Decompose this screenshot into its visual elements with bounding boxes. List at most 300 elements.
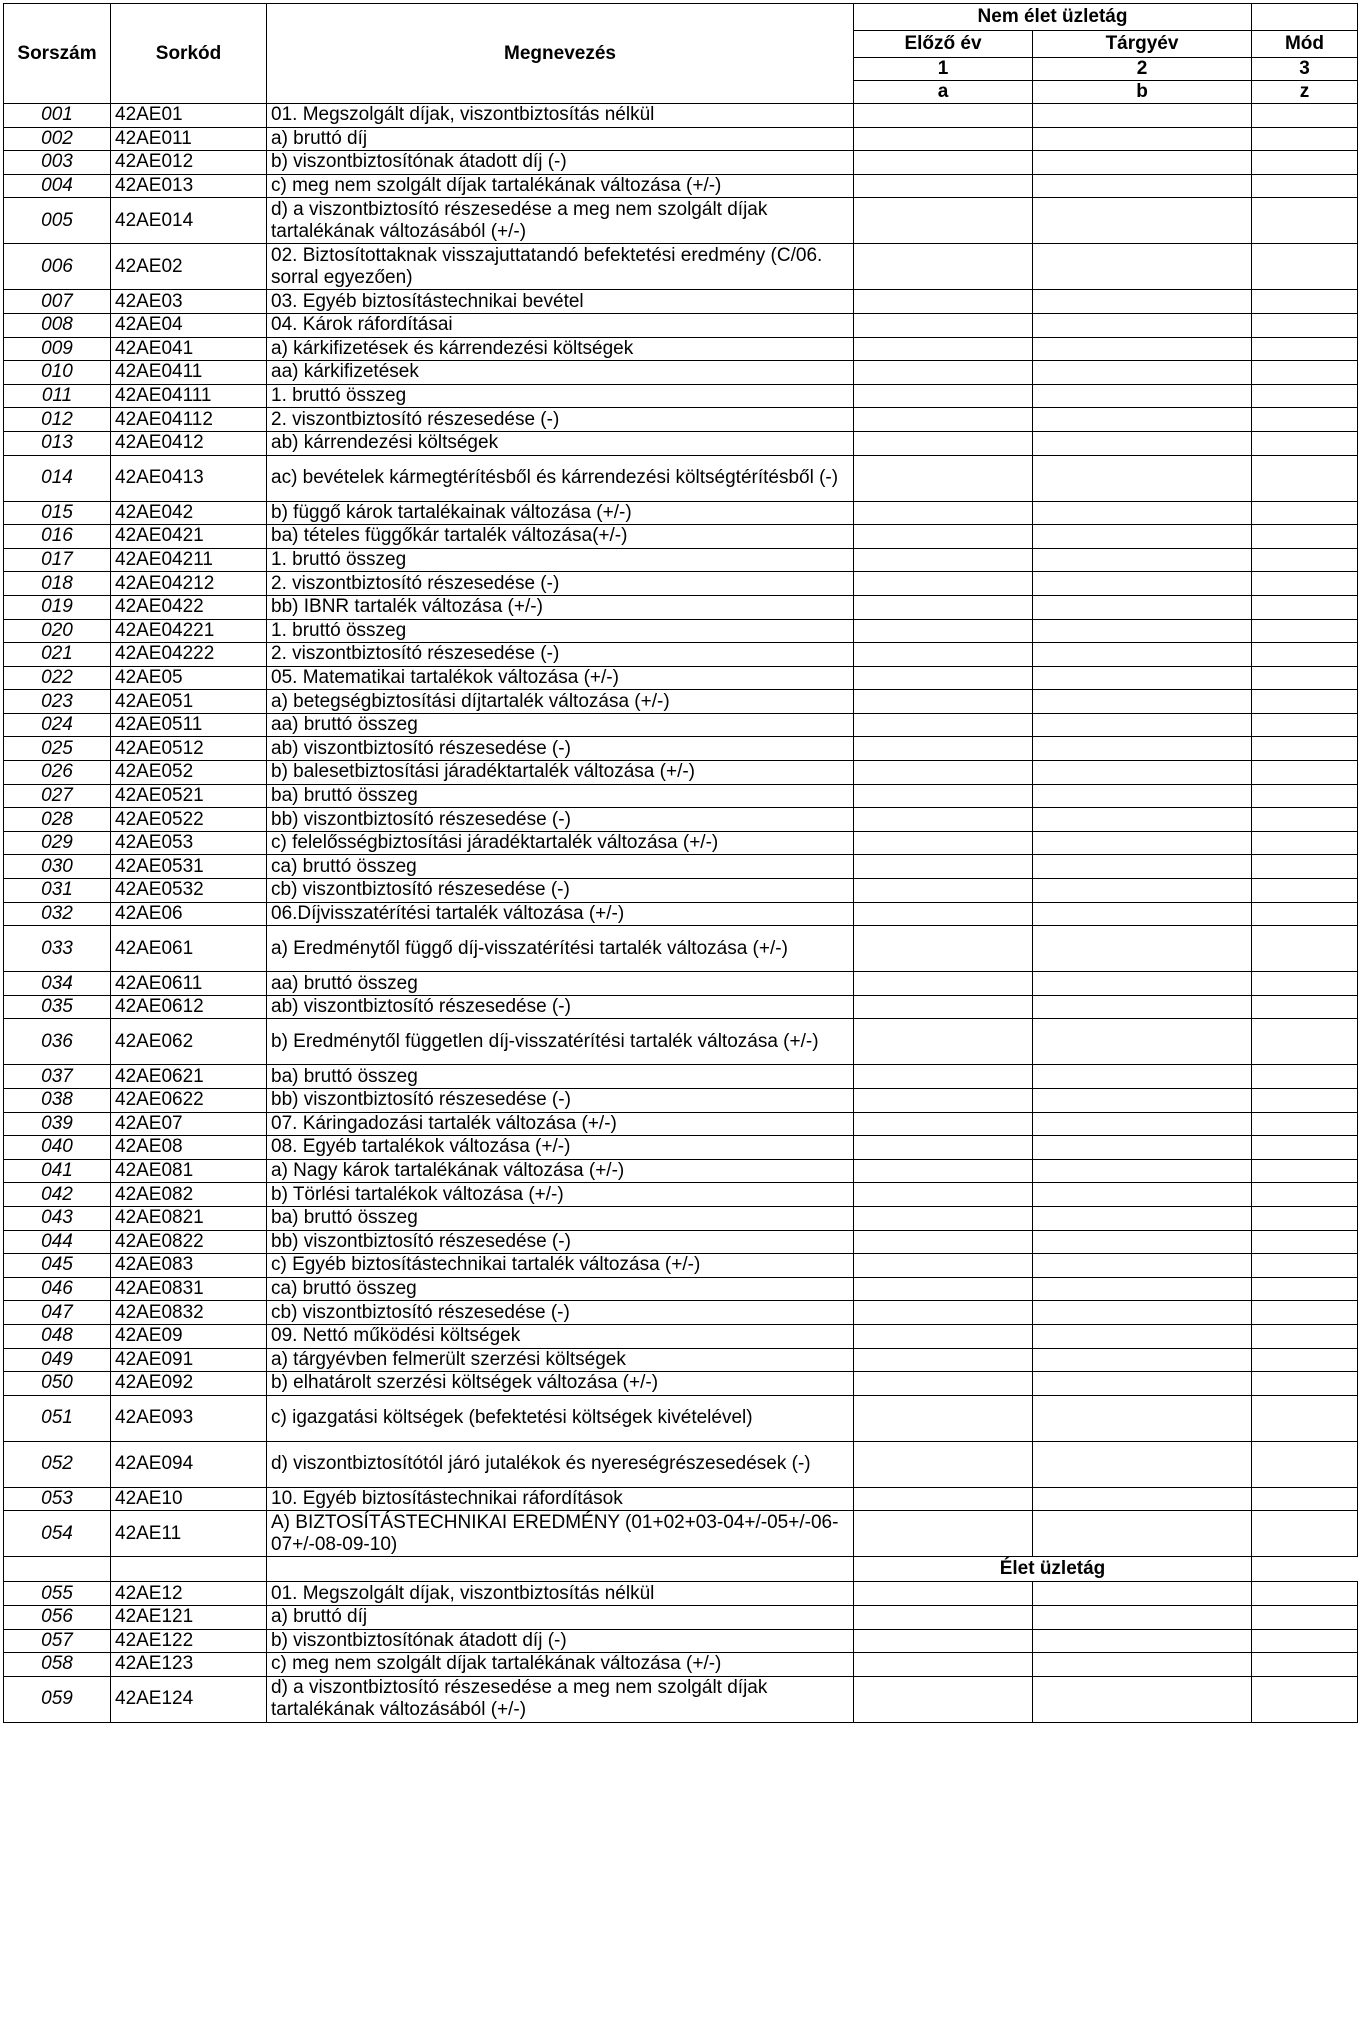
value-cell-elozo-ev[interactable]	[854, 525, 1033, 549]
header-sorkod: Sorkód	[111, 4, 267, 104]
header-targyev: Tárgyév	[1033, 31, 1252, 58]
value-cell-mod[interactable]	[1252, 690, 1358, 714]
value-cell-mod[interactable]	[1252, 855, 1358, 879]
sep-blank-mod	[1252, 1557, 1358, 1582]
value-cell-targyev[interactable]	[1033, 1183, 1252, 1207]
row-sorszam: 048	[4, 1324, 111, 1348]
value-cell-elozo-ev[interactable]	[854, 784, 1033, 808]
table-row	[1252, 1159, 1358, 1183]
row-sorszam: 008	[4, 313, 111, 337]
table-row	[1252, 313, 1358, 337]
value-cell-mod[interactable]	[1252, 808, 1358, 832]
value-cell-elozo-ev[interactable]	[854, 713, 1033, 737]
value-cell-targyev[interactable]	[1033, 643, 1252, 667]
row-sorszam: 023	[4, 690, 111, 714]
value-cell-targyev[interactable]	[1033, 666, 1252, 690]
value-cell-elozo-ev[interactable]	[854, 619, 1033, 643]
value-cell-targyev[interactable]	[1033, 290, 1252, 314]
value-cell-targyev[interactable]	[1033, 198, 1252, 244]
table-row	[4, 595, 1252, 619]
row-sorszam: 039	[4, 1112, 111, 1136]
row-sorkod: 42AE0622	[111, 1089, 267, 1113]
value-cell-targyev[interactable]	[1033, 737, 1252, 761]
row-sorszam: 019	[4, 595, 111, 619]
table-row	[1252, 384, 1358, 408]
value-cell-mod[interactable]	[1252, 431, 1358, 455]
table-row	[4, 1183, 1252, 1207]
row-sorkod: 42AE06	[111, 902, 267, 926]
value-cell-mod[interactable]	[1252, 1065, 1358, 1089]
table-row	[4, 1441, 1252, 1487]
value-cell-mod[interactable]	[1252, 1136, 1358, 1160]
value-cell-mod[interactable]	[1252, 1089, 1358, 1113]
row-sorkod: 42AE052	[111, 761, 267, 785]
table-row	[4, 1301, 1252, 1325]
row-megnevezes: 07. Káringadozási tartalék változása (+/-)	[267, 1112, 854, 1136]
value-cell-targyev[interactable]	[1033, 1301, 1252, 1325]
value-cell-mod[interactable]	[1252, 1629, 1358, 1653]
row-sorkod: 42AE04	[111, 313, 267, 337]
value-cell-targyev[interactable]	[1033, 619, 1252, 643]
value-cell-mod[interactable]	[1252, 1206, 1358, 1230]
table-row	[1252, 455, 1358, 501]
row-megnevezes: 1. bruttó összeg	[267, 548, 854, 572]
value-cell-targyev[interactable]	[1033, 548, 1252, 572]
value-cell-mod[interactable]	[1252, 1019, 1358, 1065]
row-megnevezes: a) bruttó díj	[267, 1605, 854, 1629]
table-row	[4, 831, 1252, 855]
value-cell-elozo-ev[interactable]	[854, 361, 1033, 385]
table-row	[1252, 831, 1358, 855]
header-letter-b: b	[1033, 81, 1252, 104]
value-cell-targyev[interactable]	[1033, 855, 1252, 879]
value-cell-mod[interactable]	[1252, 572, 1358, 596]
value-cell-elozo-ev[interactable]	[854, 1019, 1033, 1065]
table-row	[1252, 619, 1358, 643]
value-cell-targyev[interactable]	[1033, 431, 1252, 455]
value-cell-elozo-ev[interactable]	[854, 1206, 1033, 1230]
value-cell-mod[interactable]	[1252, 408, 1358, 432]
row-sorkod: 42AE053	[111, 831, 267, 855]
value-cell-elozo-ev[interactable]	[854, 572, 1033, 596]
row-sorszam: 040	[4, 1136, 111, 1160]
section-elet-uzletag: Élet üzletág	[854, 1557, 1252, 1582]
table-row	[4, 972, 1252, 996]
table-row	[1252, 104, 1358, 128]
value-cell-targyev[interactable]	[1033, 1065, 1252, 1089]
row-megnevezes: ab) kárrendezési költségek	[267, 431, 854, 455]
table-row	[4, 127, 1252, 151]
row-megnevezes: d) a viszontbiztosító részesedése a meg nem szolgált díjak tartalékának változásából (+/-)	[267, 1676, 854, 1722]
row-megnevezes: 06.Díjvisszatérítési tartalék változása (+/-)	[267, 902, 854, 926]
value-cell-mod[interactable]	[1252, 595, 1358, 619]
header-sorszam: Sorszám	[4, 4, 111, 104]
row-sorkod: 42AE121	[111, 1605, 267, 1629]
row-megnevezes: a) tárgyévben felmerült szerzési költségek	[267, 1348, 854, 1372]
value-cell-targyev[interactable]	[1033, 455, 1252, 501]
value-cell-elozo-ev[interactable]	[854, 690, 1033, 714]
value-cell-mod[interactable]	[1252, 972, 1358, 996]
table-row	[4, 1511, 1252, 1557]
table-row	[1252, 761, 1358, 785]
row-megnevezes: ac) bevételek kármegtérítésből és kárrendezési költségtérítésből (-)	[267, 455, 854, 501]
row-megnevezes: b) elhatárolt szerzési költségek változása (+/-)	[267, 1372, 854, 1396]
mod-column-body	[1252, 4, 1358, 1723]
row-sorszam: 021	[4, 643, 111, 667]
value-cell-mod[interactable]	[1252, 455, 1358, 501]
value-cell-elozo-ev[interactable]	[854, 1159, 1033, 1183]
value-cell-mod[interactable]	[1252, 1676, 1358, 1722]
value-cell-targyev[interactable]	[1033, 313, 1252, 337]
value-cell-mod[interactable]	[1252, 737, 1358, 761]
value-cell-mod[interactable]	[1252, 1159, 1358, 1183]
value-cell-elozo-ev[interactable]	[854, 1183, 1033, 1207]
row-sorszam: 058	[4, 1653, 111, 1677]
row-megnevezes: d) a viszontbiztosító részesedése a meg nem szolgált díjak tartalékának változásából (+/-)	[267, 198, 854, 244]
value-cell-targyev[interactable]	[1033, 1230, 1252, 1254]
value-cell-targyev[interactable]	[1033, 713, 1252, 737]
value-cell-mod[interactable]	[1252, 525, 1358, 549]
row-sorkod: 42AE081	[111, 1159, 267, 1183]
value-cell-elozo-ev[interactable]	[854, 198, 1033, 244]
value-cell-targyev[interactable]	[1033, 690, 1252, 714]
value-cell-elozo-ev[interactable]	[854, 501, 1033, 525]
value-cell-elozo-ev[interactable]	[854, 1441, 1033, 1487]
value-cell-elozo-ev[interactable]	[854, 1277, 1033, 1301]
table-row	[4, 1112, 1252, 1136]
row-sorkod: 42AE051	[111, 690, 267, 714]
value-cell-mod[interactable]	[1252, 1112, 1358, 1136]
value-cell-elozo-ev[interactable]	[854, 244, 1033, 290]
value-cell-targyev[interactable]	[1033, 1582, 1252, 1606]
value-cell-elozo-ev[interactable]	[854, 902, 1033, 926]
row-sorszam: 003	[4, 151, 111, 175]
row-sorkod: 42AE03	[111, 290, 267, 314]
value-cell-targyev[interactable]	[1033, 1372, 1252, 1396]
value-cell-mod[interactable]	[1252, 127, 1358, 151]
value-cell-mod[interactable]	[1252, 831, 1358, 855]
value-cell-elozo-ev[interactable]	[854, 431, 1033, 455]
table-row	[1252, 808, 1358, 832]
value-cell-targyev[interactable]	[1033, 972, 1252, 996]
value-cell-elozo-ev[interactable]	[854, 1395, 1033, 1441]
value-cell-elozo-ev[interactable]	[854, 337, 1033, 361]
value-cell-elozo-ev[interactable]	[854, 1653, 1033, 1677]
row-sorszam: 049	[4, 1348, 111, 1372]
table-row	[1252, 1441, 1358, 1487]
header-num-2: 2	[1033, 58, 1252, 81]
table-row	[1252, 784, 1358, 808]
value-cell-mod[interactable]	[1252, 1301, 1358, 1325]
value-cell-targyev[interactable]	[1033, 1395, 1252, 1441]
value-cell-elozo-ev[interactable]	[854, 1348, 1033, 1372]
row-sorszam: 053	[4, 1487, 111, 1511]
row-megnevezes: b) balesetbiztosítási járadéktartalék változása (+/-)	[267, 761, 854, 785]
value-cell-targyev[interactable]	[1033, 127, 1252, 151]
value-cell-mod[interactable]	[1252, 1324, 1358, 1348]
value-cell-elozo-ev[interactable]	[854, 313, 1033, 337]
value-cell-mod[interactable]	[1252, 1372, 1358, 1396]
report-table-body	[4, 4, 1252, 1723]
value-cell-targyev[interactable]	[1033, 361, 1252, 385]
table-row	[1252, 1065, 1358, 1089]
table-row	[4, 104, 1252, 128]
value-cell-elozo-ev[interactable]	[854, 174, 1033, 198]
table-row	[1252, 1254, 1358, 1278]
value-cell-mod[interactable]	[1252, 313, 1358, 337]
value-cell-elozo-ev[interactable]	[854, 1324, 1033, 1348]
value-cell-mod[interactable]	[1252, 337, 1358, 361]
value-cell-targyev[interactable]	[1033, 902, 1252, 926]
row-megnevezes: c) meg nem szolgált díjak tartalékának változása (+/-)	[267, 174, 854, 198]
value-cell-elozo-ev[interactable]	[854, 1629, 1033, 1653]
value-cell-elozo-ev[interactable]	[854, 127, 1033, 151]
value-cell-elozo-ev[interactable]	[854, 1487, 1033, 1511]
value-cell-targyev[interactable]	[1033, 525, 1252, 549]
value-cell-elozo-ev[interactable]	[854, 1372, 1033, 1396]
row-sorkod: 42AE013	[111, 174, 267, 198]
table-row	[4, 337, 1252, 361]
value-cell-targyev[interactable]	[1033, 1441, 1252, 1487]
row-sorkod: 42AE01	[111, 104, 267, 128]
row-megnevezes: ca) bruttó összeg	[267, 855, 854, 879]
row-megnevezes: c) felelősségbiztosítási járadéktartalék változása (+/-)	[267, 831, 854, 855]
table-row	[1252, 337, 1358, 361]
row-sorkod: 42AE04222	[111, 643, 267, 667]
value-cell-mod[interactable]	[1252, 1653, 1358, 1677]
value-cell-elozo-ev[interactable]	[854, 1582, 1033, 1606]
value-cell-targyev[interactable]	[1033, 408, 1252, 432]
value-cell-targyev[interactable]	[1033, 104, 1252, 128]
value-cell-elozo-ev[interactable]	[854, 879, 1033, 903]
header-num-1: 1	[854, 58, 1033, 81]
row-sorkod: 42AE0511	[111, 713, 267, 737]
table-row	[1252, 643, 1358, 667]
value-cell-targyev[interactable]	[1033, 501, 1252, 525]
value-cell-targyev[interactable]	[1033, 1136, 1252, 1160]
value-cell-elozo-ev[interactable]	[854, 290, 1033, 314]
value-cell-targyev[interactable]	[1033, 1159, 1252, 1183]
value-cell-targyev[interactable]	[1033, 831, 1252, 855]
table-row	[1252, 501, 1358, 525]
value-cell-targyev[interactable]	[1033, 244, 1252, 290]
value-cell-elozo-ev[interactable]	[854, 1089, 1033, 1113]
row-megnevezes: 02. Biztosítottaknak visszajuttatandó befektetési eredmény (C/06. sorral egyezően)	[267, 244, 854, 290]
value-cell-elozo-ev[interactable]	[854, 1511, 1033, 1557]
value-cell-mod[interactable]	[1252, 713, 1358, 737]
value-cell-targyev[interactable]	[1033, 1206, 1252, 1230]
value-cell-mod[interactable]	[1252, 902, 1358, 926]
value-cell-targyev[interactable]	[1033, 879, 1252, 903]
value-cell-mod[interactable]	[1252, 384, 1358, 408]
row-sorkod: 42AE08	[111, 1136, 267, 1160]
value-cell-targyev[interactable]	[1033, 1653, 1252, 1677]
row-sorszam: 024	[4, 713, 111, 737]
table-row	[4, 1065, 1252, 1089]
value-cell-elozo-ev[interactable]	[854, 666, 1033, 690]
value-cell-elozo-ev[interactable]	[854, 1136, 1033, 1160]
table-row	[4, 1395, 1252, 1441]
value-cell-targyev[interactable]	[1033, 1511, 1252, 1557]
value-cell-elozo-ev[interactable]	[854, 384, 1033, 408]
value-cell-targyev[interactable]	[1033, 995, 1252, 1019]
value-cell-mod[interactable]	[1252, 643, 1358, 667]
header-elozo-ev: Előző év	[854, 31, 1033, 58]
value-cell-mod[interactable]	[1252, 1254, 1358, 1278]
value-cell-mod[interactable]	[1252, 666, 1358, 690]
row-sorszam: 002	[4, 127, 111, 151]
value-cell-elozo-ev[interactable]	[854, 737, 1033, 761]
row-sorszam: 004	[4, 174, 111, 198]
table-row	[1252, 1395, 1358, 1441]
table-row	[4, 408, 1252, 432]
value-cell-mod[interactable]	[1252, 501, 1358, 525]
value-cell-elozo-ev[interactable]	[854, 1112, 1033, 1136]
header-megnevezes: Megnevezés	[267, 4, 854, 104]
value-cell-mod[interactable]	[1252, 104, 1358, 128]
value-cell-targyev[interactable]	[1033, 1676, 1252, 1722]
row-sorszam: 050	[4, 1372, 111, 1396]
row-sorszam: 054	[4, 1511, 111, 1557]
value-cell-elozo-ev[interactable]	[854, 972, 1033, 996]
value-cell-targyev[interactable]	[1033, 337, 1252, 361]
table-row	[1252, 408, 1358, 432]
value-cell-mod[interactable]	[1252, 548, 1358, 572]
value-cell-mod[interactable]	[1252, 926, 1358, 972]
row-sorszam: 037	[4, 1065, 111, 1089]
value-cell-elozo-ev[interactable]	[854, 808, 1033, 832]
value-cell-mod[interactable]	[1252, 1348, 1358, 1372]
row-sorkod: 42AE10	[111, 1487, 267, 1511]
value-cell-elozo-ev[interactable]	[854, 104, 1033, 128]
row-megnevezes: ab) viszontbiztosító részesedése (-)	[267, 995, 854, 1019]
value-cell-mod[interactable]	[1252, 1582, 1358, 1606]
value-cell-elozo-ev[interactable]	[854, 926, 1033, 972]
value-cell-mod[interactable]	[1252, 290, 1358, 314]
value-cell-targyev[interactable]	[1033, 1112, 1252, 1136]
row-sorkod: 42AE02	[111, 244, 267, 290]
value-cell-targyev[interactable]	[1033, 174, 1252, 198]
row-megnevezes: ba) tételes függőkár tartalék változása(+/-)	[267, 525, 854, 549]
value-cell-mod[interactable]	[1252, 1183, 1358, 1207]
row-megnevezes: c) Egyéb biztosítástechnikai tartalék változása (+/-)	[267, 1254, 854, 1278]
row-sorszam: 014	[4, 455, 111, 501]
table-row	[1252, 713, 1358, 737]
value-cell-targyev[interactable]	[1033, 761, 1252, 785]
value-cell-mod[interactable]	[1252, 1487, 1358, 1511]
value-cell-mod[interactable]	[1252, 1230, 1358, 1254]
value-cell-mod[interactable]	[1252, 1395, 1358, 1441]
row-sorszam: 013	[4, 431, 111, 455]
row-sorszam: 036	[4, 1019, 111, 1065]
value-cell-elozo-ev[interactable]	[854, 1605, 1033, 1629]
value-cell-elozo-ev[interactable]	[854, 995, 1033, 1019]
table-row	[1252, 1019, 1358, 1065]
value-cell-elozo-ev[interactable]	[854, 1254, 1033, 1278]
table-row	[1252, 855, 1358, 879]
table-row	[1252, 1605, 1358, 1629]
value-cell-targyev[interactable]	[1033, 151, 1252, 175]
value-cell-targyev[interactable]	[1033, 384, 1252, 408]
table-row	[4, 1676, 1252, 1722]
value-cell-targyev[interactable]	[1033, 595, 1252, 619]
value-cell-targyev[interactable]	[1033, 1348, 1252, 1372]
value-cell-elozo-ev[interactable]	[854, 455, 1033, 501]
table-row	[1252, 1136, 1358, 1160]
value-cell-targyev[interactable]	[1033, 1487, 1252, 1511]
value-cell-mod[interactable]	[1252, 784, 1358, 808]
row-sorszam: 038	[4, 1089, 111, 1113]
value-cell-elozo-ev[interactable]	[854, 831, 1033, 855]
row-sorkod: 42AE04112	[111, 408, 267, 432]
value-cell-targyev[interactable]	[1033, 1277, 1252, 1301]
row-megnevezes: aa) kárkifizetések	[267, 361, 854, 385]
value-cell-mod[interactable]	[1252, 995, 1358, 1019]
value-cell-mod[interactable]	[1252, 1511, 1358, 1557]
value-cell-mod[interactable]	[1252, 244, 1358, 290]
table-row	[4, 1487, 1252, 1511]
value-cell-elozo-ev[interactable]	[854, 643, 1033, 667]
row-sorszam: 041	[4, 1159, 111, 1183]
value-cell-targyev[interactable]	[1033, 926, 1252, 972]
table-row	[4, 926, 1252, 972]
row-sorszam: 018	[4, 572, 111, 596]
row-sorszam: 052	[4, 1441, 111, 1487]
value-cell-elozo-ev[interactable]	[854, 1301, 1033, 1325]
value-cell-targyev[interactable]	[1033, 808, 1252, 832]
value-cell-targyev[interactable]	[1033, 1629, 1252, 1653]
value-cell-elozo-ev[interactable]	[854, 1676, 1033, 1722]
value-cell-elozo-ev[interactable]	[854, 855, 1033, 879]
row-megnevezes: ba) bruttó összeg	[267, 1206, 854, 1230]
value-cell-elozo-ev[interactable]	[854, 595, 1033, 619]
value-cell-targyev[interactable]	[1033, 1324, 1252, 1348]
value-cell-targyev[interactable]	[1033, 1089, 1252, 1113]
value-cell-elozo-ev[interactable]	[854, 761, 1033, 785]
value-cell-mod[interactable]	[1252, 1277, 1358, 1301]
value-cell-mod[interactable]	[1252, 361, 1358, 385]
value-cell-elozo-ev[interactable]	[854, 151, 1033, 175]
value-cell-targyev[interactable]	[1033, 572, 1252, 596]
row-megnevezes: 01. Megszolgált díjak, viszontbiztosítás nélkül	[267, 104, 854, 128]
value-cell-mod[interactable]	[1252, 1605, 1358, 1629]
value-cell-targyev[interactable]	[1033, 1605, 1252, 1629]
value-cell-mod[interactable]	[1252, 151, 1358, 175]
value-cell-elozo-ev[interactable]	[854, 1230, 1033, 1254]
value-cell-mod[interactable]	[1252, 174, 1358, 198]
value-cell-mod[interactable]	[1252, 879, 1358, 903]
row-megnevezes: 05. Matematikai tartalékok változása (+/-)	[267, 666, 854, 690]
table-row	[4, 713, 1252, 737]
value-cell-mod[interactable]	[1252, 198, 1358, 244]
table-row	[1252, 1372, 1358, 1396]
row-megnevezes: aa) bruttó összeg	[267, 713, 854, 737]
value-cell-elozo-ev[interactable]	[854, 1065, 1033, 1089]
value-cell-mod[interactable]	[1252, 1441, 1358, 1487]
row-megnevezes: 04. Károk ráfordításai	[267, 313, 854, 337]
value-cell-mod[interactable]	[1252, 619, 1358, 643]
sep-blank-megnevezes	[267, 1557, 854, 1582]
value-cell-mod[interactable]	[1252, 761, 1358, 785]
value-cell-targyev[interactable]	[1033, 1019, 1252, 1065]
table-row	[4, 1136, 1252, 1160]
value-cell-elozo-ev[interactable]	[854, 408, 1033, 432]
value-cell-elozo-ev[interactable]	[854, 548, 1033, 572]
row-megnevezes: c) meg nem szolgált díjak tartalékának változása (+/-)	[267, 1653, 854, 1677]
table-row	[1252, 151, 1358, 175]
value-cell-targyev[interactable]	[1033, 1254, 1252, 1278]
value-cell-targyev[interactable]	[1033, 784, 1252, 808]
